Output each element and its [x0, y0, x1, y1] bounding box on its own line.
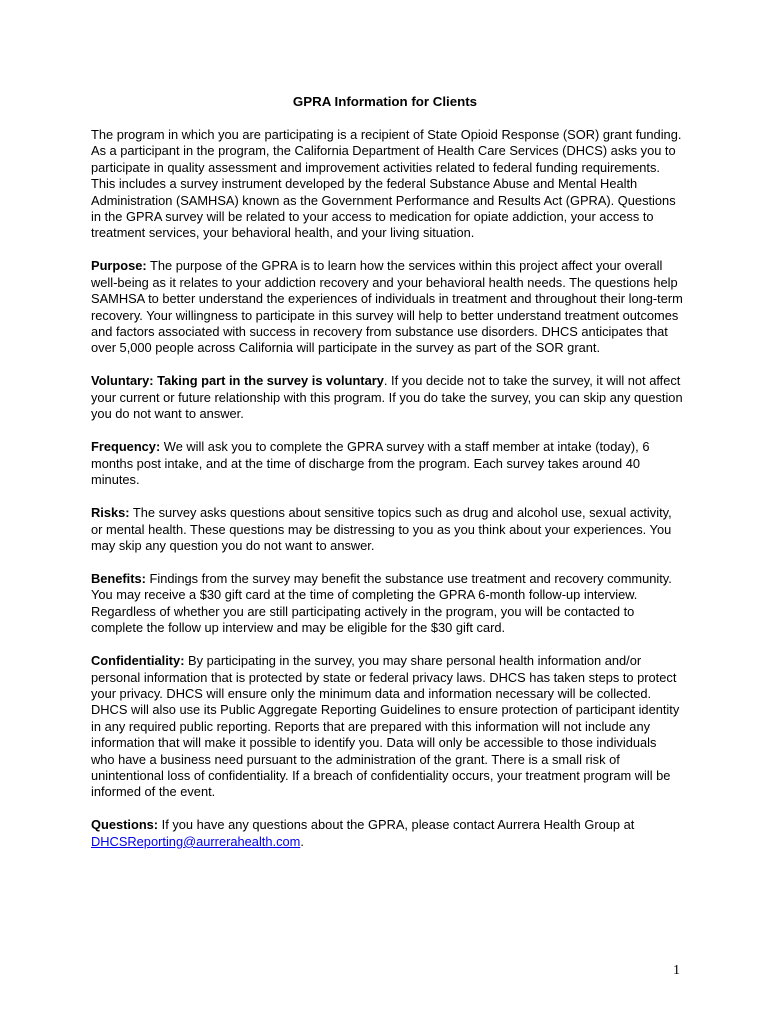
- page-title: GPRA Information for Clients: [292, 94, 478, 109]
- confidentiality-text: By participating in the survey, you may share personal health information and/or personal information that is protected by state or federal privacy laws. DHCS has taken steps to protect your privacy. DHCS will ensure only the minimum data and information necessary will be collected. DHCS will also use its Public Aggregate Reporting Guidelines to ensure protection of participant identity in any required public reporting. Reports that are prepared with this information will not include any information that will make it possible to identify you. Data will only be accessible to those individuals who have a business need pursuant to the administration of the grant. There is a small risk of unintentional loss of confidentiality. If a breach of confidentiality occurs, your treatment program will be informed of the event.: [91, 653, 680, 800]
- contact-email-link[interactable]: DHCSReporting@aurrerahealth.com: [91, 833, 301, 849]
- page-number: 1: [673, 963, 680, 978]
- benefits-label: Benefits:: [91, 570, 146, 586]
- frequency-label: Frequency:: [91, 439, 161, 455]
- risks-label: Risks:: [91, 505, 130, 521]
- voluntary-text: . If you decide not to take the survey, it will not affect your current or future relationship with this program. If you do take the survey, you can skip any question you do not want to answer.: [91, 373, 683, 422]
- risks-text: The survey asks questions about sensitive topics such as drug and alcohol use, sexual activity, or mental health. These questions may be distressing to you as you think about your experiences. You may skip any question you do not want to answer.: [91, 505, 672, 553]
- voluntary-label: Voluntary: Taking part in the survey is voluntary: [91, 373, 384, 389]
- benefits-text: Findings from the survey may benefit the substance use treatment and recovery community. You may receive a $30 gift card at the time of completing the GPRA 6-month follow-up interview. Regardless of whether you are still participating actively in the program, you will be contacted to complete the follow up interview and may be eligible for the $30 gift card.: [91, 570, 672, 636]
- questions-label: Questions:: [91, 817, 159, 833]
- risks-paragraph: [91, 505, 683, 554]
- purpose-text: The purpose of the GPRA is to learn how the services within this project affect your overall well-being as it relates to your addiction recovery and your behavioral health needs. The questions help SAMHSA to better understand the experiences of individuals in treatment and throughout their long-term recovery. Your willingness to participate in this survey will help to better understand treatment outcomes and factors associated with success in recovery from substance use disorders. DHCS anticipates that over 5,000 people across California will participate in the survey as part of the SOR grant.: [91, 258, 683, 356]
- document-body: [91, 127, 683, 867]
- intro-paragraph: The program in which you are participating is a recipient of State Opioid Response (SOR) grant funding. As a participant in the program, the California Department of Health Care Services (DHCS) asks you to participate in quality assessment and improvement activities related to federal funding requirements. This includes a survey instrument developed by the federal Substance Abuse and Mental Health Administration (SAMHSA) known as the Government Performance and Results Act (GPRA). Questions in the GPRA survey will be related to your access to medication for opiate addiction, your access to treatment services, your behavioral health, and your living situation.: [91, 127, 682, 241]
- frequency-paragraph: [91, 439, 683, 488]
- questions-paragraph: [91, 817, 683, 850]
- voluntary-paragraph: [91, 373, 683, 422]
- benefits-paragraph: [91, 571, 683, 637]
- questions-end: .: [300, 833, 304, 849]
- purpose-paragraph: [91, 258, 683, 356]
- purpose-label: Purpose:: [91, 258, 147, 274]
- questions-text: If you have any questions about the GPRA, please contact Aurrera Health Group at: [158, 817, 635, 833]
- frequency-text: We will ask you to complete the GPRA survey with a staff member at intake (today), 6 months post intake, and at the time of discharge from the program. Each survey takes around 40 minutes.: [91, 439, 650, 488]
- confidentiality-paragraph: [91, 653, 683, 801]
- confidentiality-label: Confidentiality:: [91, 653, 185, 669]
